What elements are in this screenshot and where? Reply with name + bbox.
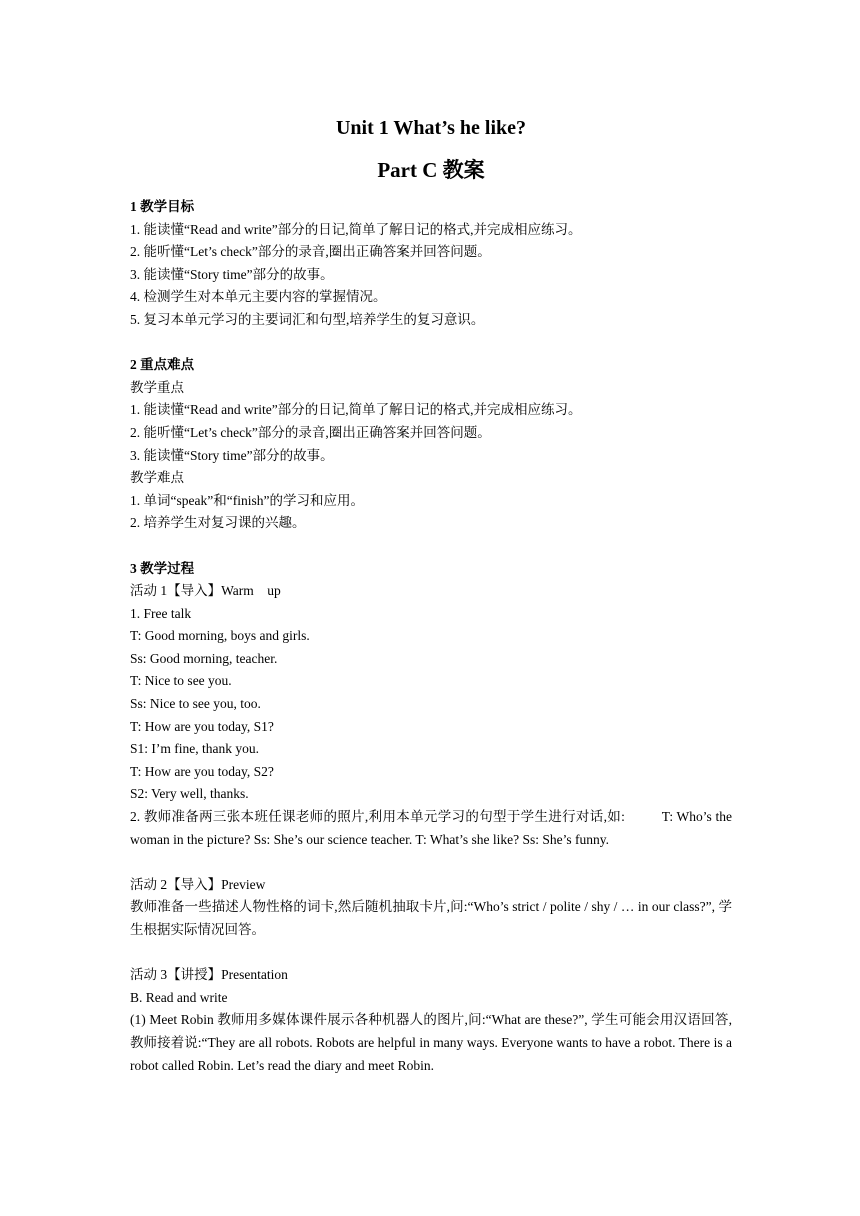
document-title: Unit 1 What’s he like? bbox=[335, 117, 527, 139]
dialogue-line: T: Nice to see you. bbox=[130, 673, 232, 689]
key-point-item: 3. 能读懂“Story time”部分的故事。 bbox=[130, 447, 334, 463]
activity-1-paragraph: 2. 教师准备两三张本班任课老师的照片,利用本单元学习的句型于学生进行对话,如: T: Who’s the woman in the picture? Ss: She’s our science teacher. T: What’s she like? Ss: She’s funny. bbox=[130, 809, 732, 847]
dialogue-line: Ss: Nice to see you, too. bbox=[130, 696, 261, 712]
dialogue-line: Ss: Good morning, teacher. bbox=[130, 650, 278, 666]
dialogue-line: S2: Very well, thanks. bbox=[130, 786, 249, 802]
objective-item: 5. 复习本单元学习的主要词汇和句型,培养学生的复习意识。 bbox=[130, 311, 485, 327]
objective-item: 2. 能听懂“Let’s check”部分的录音,圈出正确答案并回答问题。 bbox=[130, 244, 491, 260]
document-page bbox=[130, 112, 732, 1077]
activity-2-paragraph: 教师准备一些描述人物性格的词卡,然后随机抽取卡片,问:“Who’s strict / polite / shy / … in our class?”, 学生根据实际情况回答。 bbox=[130, 899, 732, 937]
activity-1-title: 活动 1【导入】Warm up bbox=[130, 583, 281, 599]
key-point-item: 1. 能读懂“Read and write”部分的日记,简单了解日记的格式,并完成相应练习。 bbox=[130, 402, 582, 418]
section-heading-process: 3 教学过程 bbox=[130, 560, 195, 576]
spacer bbox=[130, 942, 732, 965]
key-points-label: 教学重点 bbox=[130, 379, 184, 395]
dialogue-line: T: How are you today, S2? bbox=[130, 763, 274, 779]
difficult-points-label: 教学难点 bbox=[130, 470, 184, 486]
difficult-point-item: 2. 培养学生对复习课的兴趣。 bbox=[130, 515, 306, 531]
section-heading-objectives: 1 教学目标 bbox=[130, 199, 195, 214]
activity-3-title: 活动 3【讲授】Presentation bbox=[130, 967, 288, 983]
objective-item: 1. 能读懂“Read and write”部分的日记,简单了解日记的格式,并完成相应练习。 bbox=[130, 221, 582, 237]
objective-item: 3. 能读懂“Story time”部分的故事。 bbox=[130, 266, 334, 282]
spacer bbox=[130, 332, 732, 355]
dialogue-line: T: How are you today, S1? bbox=[130, 718, 274, 734]
key-point-item: 2. 能听懂“Let’s check”部分的录音,圈出正确答案并回答问题。 bbox=[130, 424, 491, 440]
dialogue-line: 1. Free talk bbox=[130, 605, 192, 621]
activity-3-paragraph: (1) Meet Robin 教师用多媒体课件展示各种机器人的图片,问:“What are these?”, 学生可能会用汉语回答,教师接着说:“They are all robots. Robots are helpful in many ways. Everyone wants to have a robot. There is a robot called Robin. Let’s read the diary and meet Robin. bbox=[130, 1012, 732, 1073]
spacer bbox=[130, 535, 732, 558]
dialogue-line: T: Good morning, boys and girls. bbox=[130, 628, 310, 644]
section-heading-key-points: 2 重点难点 bbox=[130, 357, 195, 373]
spacer bbox=[130, 851, 732, 874]
difficult-point-item: 1. 单词“speak”和“finish”的学习和应用。 bbox=[130, 492, 364, 508]
objective-item: 4. 检测学生对本单元主要内容的掌握情况。 bbox=[130, 289, 387, 305]
activity-2-title: 活动 2【导入】Preview bbox=[130, 876, 266, 892]
document-subtitle: Part C 教案 bbox=[377, 158, 485, 182]
activity-3-subtitle: B. Read and write bbox=[130, 989, 228, 1005]
dialogue-line: S1: I’m fine, thank you. bbox=[130, 741, 259, 757]
